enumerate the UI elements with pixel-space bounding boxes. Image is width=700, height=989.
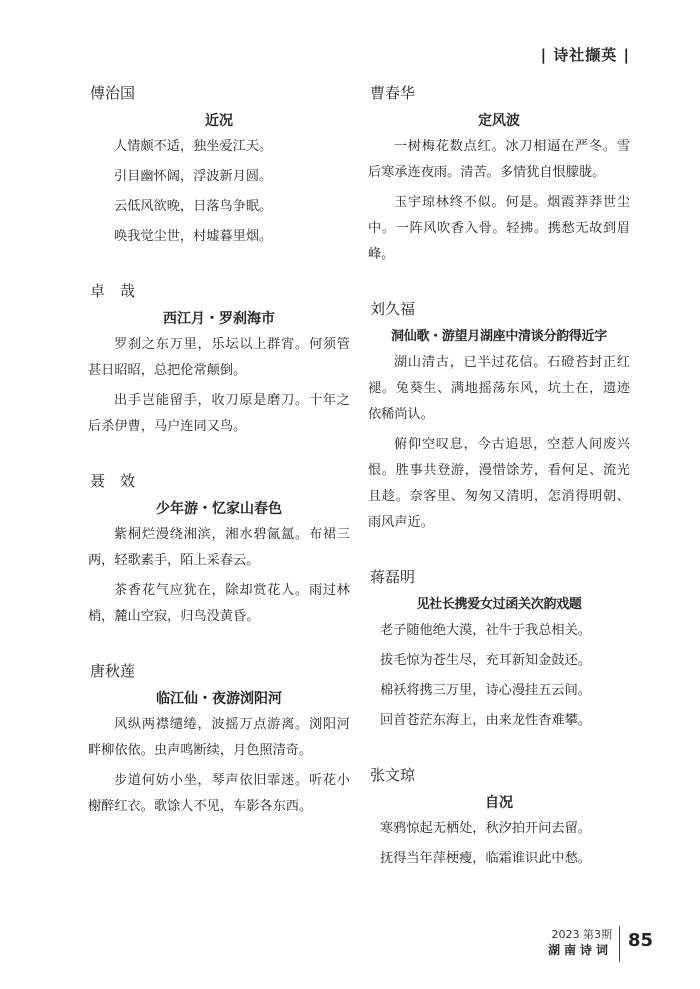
poem-stanza: 出手岂能留手，收刀原是磨刀。十年之后杀伊曹，马户连同又鸟。 [88, 393, 350, 434]
poem-author: 蒋磊明 [370, 568, 416, 586]
footer-divider [619, 926, 620, 962]
poem-title: 定风波 [478, 113, 520, 129]
poem-stanza: 风纵两襟缱绻，波摇万点游离。浏阳河畔柳依依。虫声鸣断续，月色照清奇。 [88, 717, 350, 758]
poem-line: 棉袄将携三万里，诗心漫挂五云间。 [380, 683, 591, 698]
poem [368, 80, 630, 268]
issue-label: 2023 第3期 [551, 928, 612, 941]
poem-stanza: 玉宇琼林终不似。何是。烟霞莽莽世尘中。一阵风吹香入骨。轻拂。携愁无故到眉峰。 [368, 195, 630, 262]
poem-stanza: 紫桐烂漫绕湘滨，湘水碧氤氲。布裙三两，轻歌素手，陌上采春云。 [88, 527, 350, 568]
poem-title: 西江月・罗刹海市 [163, 311, 275, 327]
left-column [88, 80, 350, 848]
right-column [368, 80, 630, 900]
poem-stanza: 一树梅花数点红。冰刀相逼在严冬。雪后寒承连夜雨。清苦。多情犹自恨朦胧。 [368, 139, 630, 180]
poem [368, 762, 630, 872]
poem-line: 云低风欲晚，日落鸟争眠。 [114, 199, 273, 214]
poem-author: 刘久福 [370, 300, 416, 318]
poem-author: 唐秋莲 [90, 662, 136, 680]
section-tag: | 诗社撷英 | [540, 46, 630, 64]
footer-issue-block [548, 928, 612, 958]
poem-line: 引目幽怀阔，浮波新月圆。 [114, 169, 273, 184]
poem-line: 拔毛惊为苍生尽，充耳新知金鼓还。 [380, 653, 591, 668]
poem-line: 抚得当年萍梗瘦，临霜谁识此中愁。 [380, 851, 591, 866]
poem-title: 少年游・忆家山春色 [156, 501, 282, 517]
poem-title: 洞仙歌・游望月湖座中清谈分韵得近字 [391, 329, 607, 344]
page-number: 85 [628, 930, 654, 951]
journal-name: 湖南诗词 [547, 943, 612, 957]
poem-author: 卓 哉 [90, 282, 136, 300]
poem-stanza: 茶香花气应犹在，除却赏花人。雨过林梢，麓山空寂，归鸟没黄昏。 [88, 583, 350, 624]
poem [368, 564, 630, 734]
poem-stanza: 俯仰空叹息，今古追思，空惹人间废兴恨。胜事共登游，漫惜馀芳，看何足、流光且趁。奈客里、匆匆又清明，怎消得明朝、雨风声近。 [368, 437, 630, 530]
poem [88, 468, 350, 630]
poem-author: 张文琼 [370, 766, 416, 784]
poem-title: 自况 [485, 795, 513, 811]
poem-author: 曹春华 [370, 84, 416, 102]
poem-line: 寒鸦惊起无栖处，秋汐拍开问去留。 [380, 821, 591, 836]
poem-stanza: 罗刹之东万里，乐坛以上群宵。何须管甚日昭昭，总把伦常颠倒。 [88, 337, 350, 378]
poem-line: 唤我觉尘世，村墟暮里烟。 [114, 229, 273, 244]
poem-title: 见社长携爱女过函关次韵戏题 [416, 597, 582, 612]
poem-author: 傅治国 [90, 84, 136, 102]
poem-stanza: 步道何妨小坐，琴声依旧霏迷。听花小榭醉红衣。歌馀人不见，车影各东西。 [88, 773, 350, 814]
poem-stanza: 湖山清古，已半过花信。石磴苔封正红褪。兔葵生、满地摇荡东风，坑土在，遗迹依稀尚认。 [368, 355, 630, 422]
poem [368, 296, 630, 536]
poem-title: 临江仙・夜游浏阳河 [156, 691, 282, 707]
poem-line: 人情颇不适，独坐爱江天。 [114, 139, 273, 154]
poem [88, 658, 350, 820]
poem [88, 80, 350, 250]
poem-author: 聂 效 [90, 472, 136, 490]
poem [88, 278, 350, 440]
poem-line: 老子随他绝大漠，社牛于我总相关。 [380, 623, 591, 638]
poem-title: 近况 [205, 113, 233, 129]
poem-line: 回首苍茫东海上，由来龙性杳难攀。 [380, 713, 591, 728]
